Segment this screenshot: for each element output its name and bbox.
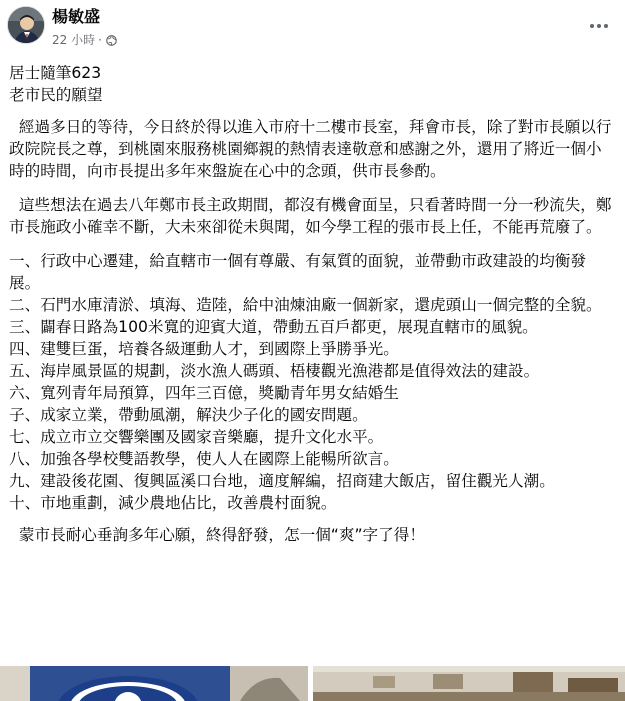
paragraph-intro: 經過多日的等待，今日終於得以進入市府十二樓市長室，拜會市長，除了對市長願以行政院院長之尊，到桃園來服務桃園鄉親的熱情表達敬意和感謝之外，還用了將近一個小時的時間，向市長提出多年來盤旋在心中的念頭，供市長參酌。 [9, 118, 612, 180]
paragraph-closing: 蒙市長耐心垂詢多年心願，終得舒發，怎一個“爽”字了得！ [9, 526, 425, 544]
more-dot [604, 24, 608, 28]
list-item: 一、行政中心遷建，給直轄市一個有尊嚴、有氣質的面貌，並帶動市政建設的均衡發展。 [9, 252, 586, 292]
globe-icon[interactable] [106, 35, 117, 46]
post-photos [0, 666, 625, 701]
emblem-image [0, 666, 308, 701]
list-item: 八、加強各學校雙語教學，使人人在國際上能暢所欲言。 [9, 450, 399, 468]
photo-room[interactable] [313, 666, 625, 701]
list-item: 七、成立市立交響樂團及國家音樂廳，提升文化水平。 [9, 428, 384, 446]
post-content [9, 62, 615, 546]
room-image [313, 666, 625, 701]
post-title: 居士隨筆623 [9, 64, 102, 82]
list-item: 子、成家立業，帶動風潮，解決少子化的國安問題。 [9, 406, 368, 424]
list-item: 五、海岸風景區的規劃，淡水漁人碼頭、梧棲觀光漁港都是值得效法的建設。 [9, 362, 540, 380]
avatar[interactable] [7, 6, 45, 44]
avatar-image [8, 7, 45, 44]
list-item: 二、石門水庫清淤、填海、造陸，給中油煉油廠一個新家，還虎頭山一個完整的全貌。 [9, 296, 602, 314]
list-item: 十、市地重劃，減少農地佔比，改善農村面貌。 [9, 494, 337, 512]
paragraph-context: 這些想法在過去八年鄭市長主政期間，都沒有機會面呈，只看著時間一分一秒流失，鄭市長施政小確幸不斷，大未來卻從未與聞，如今學工程的張市長上任，不能再荒廢了。 [9, 196, 612, 236]
post-meta [52, 32, 117, 48]
more-horizontal-icon[interactable] [587, 14, 611, 38]
more-dot [590, 24, 594, 28]
meta-separator: · [98, 33, 102, 47]
post-time[interactable]: 22 小時 [52, 33, 96, 47]
list-item: 九、建設後花園、復興區溪口台地，適度解編，招商建大飯店，留住觀光人潮。 [9, 472, 555, 490]
author-name[interactable]: 楊敏盛 [52, 7, 101, 26]
more-dot [597, 24, 601, 28]
list-item: 六、寬列青年局預算，四年三百億，獎勵青年男女結婚生 [9, 384, 399, 402]
list-item: 四、建雙巨蛋，培養各級運動人才，到國際上爭勝爭光。 [9, 340, 399, 358]
post-subtitle: 老市民的願望 [9, 86, 103, 104]
list-item: 三、闢春日路為100米寬的迎賓大道，帶動五百戶都更，展現直轄市的風貌。 [9, 318, 538, 336]
photo-emblem[interactable] [0, 666, 308, 701]
post-header [0, 0, 625, 56]
